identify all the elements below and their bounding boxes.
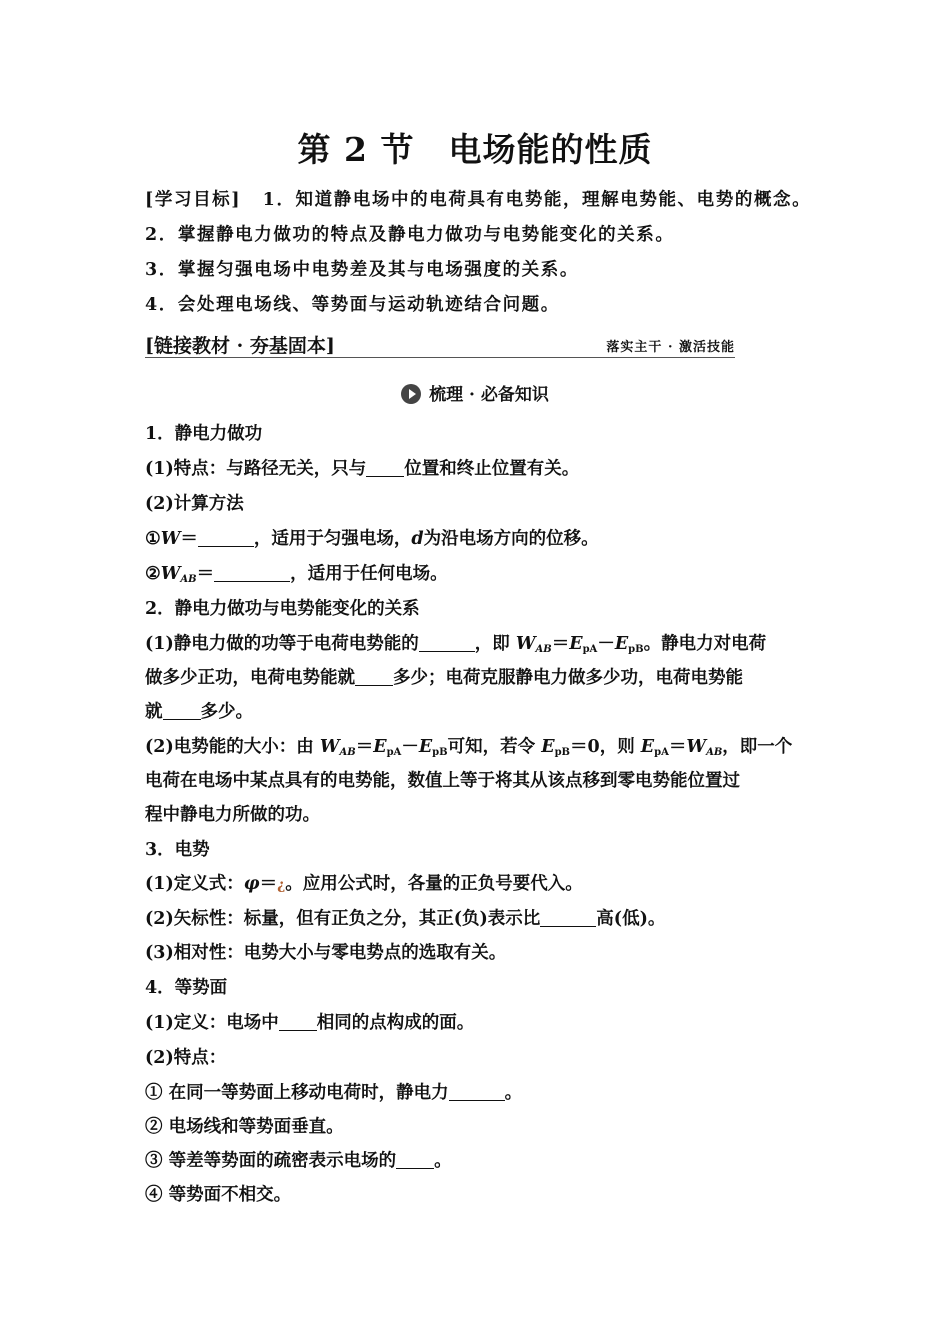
paragraph-2-1 — [145, 632, 825, 656]
text: 高(低)。 — [596, 909, 666, 929]
paragraph-3-3: (3)相对性：电势大小与零电势点的选取有关。 — [145, 943, 507, 963]
var-E: E — [614, 634, 629, 654]
var-W: W — [319, 737, 340, 757]
text: 。静电力对电荷 — [643, 634, 767, 654]
play-circle-icon — [401, 384, 421, 404]
paragraph-4-3 — [145, 1081, 825, 1105]
text: 。 — [434, 1151, 452, 1171]
text: ① 在同一等势面上移动电荷时，静电力 — [145, 1083, 449, 1103]
equals: ＝ — [196, 564, 215, 584]
heading-2: 2．静电力做功与电势能变化的关系 — [145, 599, 420, 619]
text: (1)特点：与路径无关，只与 — [145, 459, 367, 479]
subscript: pA — [582, 644, 598, 655]
text: ，适用于匀强电场， — [253, 529, 412, 549]
paragraph-4-1 — [145, 1011, 825, 1035]
text: (2)矢标性：标量，但有正负之分，其正(负)表示比 — [145, 909, 541, 929]
text: ，即 — [474, 634, 510, 654]
page-title — [0, 124, 950, 171]
paragraph-1-1 — [145, 457, 825, 481]
paragraph-1-3 — [145, 527, 825, 551]
text: 就 — [145, 702, 163, 722]
var-E: E — [418, 737, 433, 757]
subscript: pA — [386, 747, 402, 758]
subscript: AB — [180, 574, 197, 585]
title-section-number: 第 2 节 — [297, 130, 415, 169]
var-E: E — [569, 634, 583, 654]
subscript: AB — [706, 747, 723, 758]
text: (1)静电力做的功等于电荷电势能的 — [145, 634, 419, 654]
var-phi: φ — [243, 874, 260, 894]
text: (2)电势能的大小：由 — [145, 737, 314, 757]
paragraph-2-2 — [145, 666, 825, 690]
equals: ＝ — [259, 874, 278, 894]
text: ③ 等差等势面的疏密表示电场的 — [145, 1151, 397, 1171]
text: ，适用于任何电场。 — [290, 564, 448, 584]
text: ，即一个 — [722, 737, 793, 757]
paragraph-2-5: 电荷在电场中某点具有的电势能，数值上等于将其从该点移到零电势能位置过 — [145, 771, 740, 791]
fill-blank — [198, 529, 254, 547]
minus: － — [401, 737, 419, 757]
heading-1: 1．静电力做功 — [145, 424, 263, 444]
text: ＝0 — [570, 737, 600, 757]
fill-blank — [366, 459, 404, 477]
paragraph-4-4: ② 电场线和等势面垂直。 — [145, 1117, 344, 1137]
text: 做多少正功，电荷电势能就 — [145, 668, 355, 688]
equals: ＝ — [355, 737, 374, 757]
var-W: W — [686, 737, 707, 757]
section-header-tagline: 落实主干 · 激活技能 — [606, 340, 735, 355]
minus: － — [597, 634, 615, 654]
subscript: pB — [432, 747, 448, 758]
text: ② — [145, 564, 161, 584]
fill-blank — [449, 1083, 505, 1101]
text: 相同的点构成的面。 — [316, 1013, 475, 1033]
text: (1)定义：电场中 — [145, 1013, 279, 1033]
var-W: W — [515, 634, 536, 654]
paragraph-4-5 — [145, 1149, 825, 1173]
subscript: AB — [535, 644, 552, 655]
subscript: pB — [628, 644, 644, 655]
fill-blank — [355, 668, 393, 686]
objective-text: 1．知道静电场中的电荷具有电势能，理解电势能、电势的概念。 — [262, 190, 812, 210]
paragraph-4-2: (2)特点： — [145, 1048, 227, 1068]
paragraph-1-4 — [145, 562, 825, 586]
text: ，则 — [599, 737, 635, 757]
objective-line-3: 3．掌握匀强电场中电势差及其与电场强度的关系。 — [145, 260, 579, 280]
paragraph-3-1 — [145, 872, 825, 897]
var-E: E — [640, 737, 655, 757]
section-header-title: [链接教材 · 夯基固本] — [145, 335, 335, 357]
heading-3: 3．电势 — [145, 840, 210, 860]
objectives-label: [学习目标] — [145, 190, 242, 210]
paragraph-2-3 — [145, 700, 825, 724]
text: 可知，若令 — [447, 737, 536, 757]
fill-blank — [540, 909, 596, 927]
objective-line-4: 4．会处理电场线、等势面与运动轨迹结合问题。 — [145, 295, 560, 315]
var-E: E — [373, 737, 387, 757]
var-W: W — [160, 529, 181, 549]
var-W: W — [160, 564, 181, 584]
subscript: pA — [654, 747, 669, 758]
text: ① — [145, 529, 161, 549]
heading-4: 4．等势面 — [145, 978, 228, 998]
text: 。应用公式时，各量的正负号要代入。 — [285, 874, 583, 894]
paragraph-1-2: (2)计算方法 — [145, 494, 244, 514]
title-text: 电场能的性质 — [448, 130, 653, 169]
subscript: pB — [554, 747, 571, 758]
fill-blank — [163, 702, 201, 720]
text: (1)定义式： — [145, 874, 244, 894]
section-header — [145, 331, 735, 358]
objective-line-2: 2．掌握静电力做功的特点及静电力做功与电势能变化的关系。 — [145, 225, 675, 245]
paragraph-2-6: 程中静电力所做的功。 — [145, 805, 320, 825]
text: 为沿电场方向的位移。 — [423, 529, 599, 549]
paragraph-4-6: ④ 等势面不相交。 — [145, 1185, 292, 1205]
equals: ＝ — [668, 737, 687, 757]
text: 多少。 — [200, 702, 253, 722]
var-E: E — [541, 737, 555, 757]
fill-blank — [214, 564, 290, 582]
text: 。 — [504, 1083, 523, 1103]
text: 位置和终止位置有关。 — [404, 459, 580, 479]
paragraph-2-4 — [145, 735, 825, 759]
subheading — [0, 380, 950, 405]
broken-formula-glyph: ¿ — [277, 877, 286, 893]
var-d: d — [411, 529, 424, 549]
fill-blank — [419, 634, 475, 652]
text: 多少；电荷克服静电力做多少功，电荷电势能 — [393, 668, 743, 688]
equals: ＝ — [551, 634, 570, 654]
subscript: AB — [339, 747, 356, 758]
equals: ＝ — [180, 529, 198, 549]
subheading-text: 梳理 · 必备知识 — [429, 385, 549, 405]
fill-blank — [279, 1013, 317, 1031]
objective-line-1 — [145, 188, 825, 212]
fill-blank — [396, 1151, 434, 1169]
paragraph-3-2 — [145, 907, 825, 931]
